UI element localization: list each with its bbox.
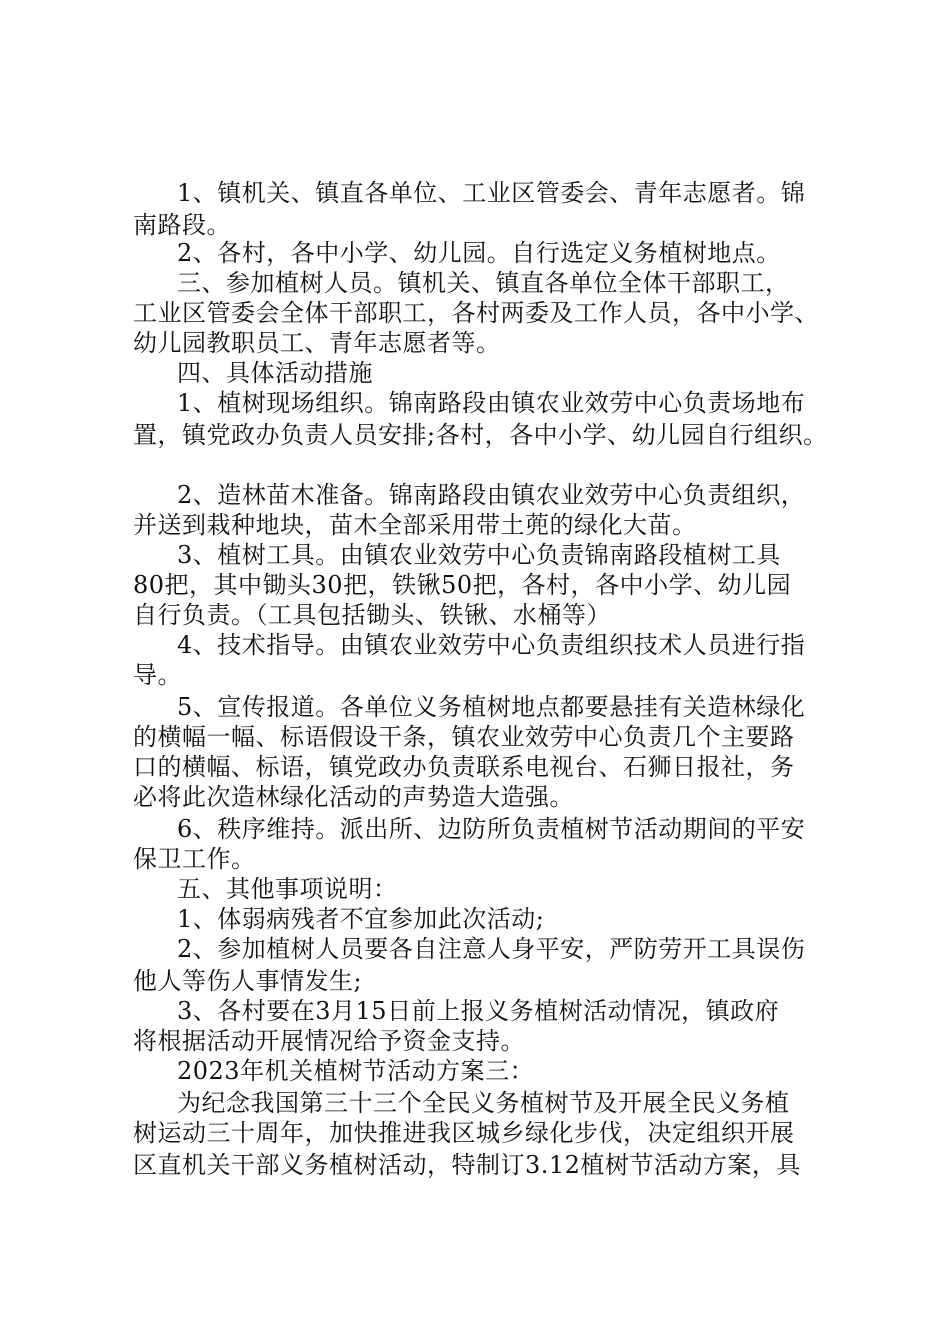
paragraph-line: 1、体弱病残者不宜参加此次活动; bbox=[177, 905, 545, 933]
paragraph-line: 的横幅一幅、标语假设干条，镇农业效劳中心负责几个主要路 bbox=[133, 723, 795, 751]
section-heading: 2023年机关植树节活动方案三： bbox=[177, 1057, 535, 1085]
paragraph-line: 自行负责。（工具包括锄头、铁锹、水桶等） bbox=[133, 601, 611, 629]
paragraph-line: 5、宣传报道。各单位义务植树地点都要悬挂有关造林绿化 bbox=[177, 693, 806, 721]
paragraph-line: 3、植树工具。由镇农业效劳中心负责锦南路段植树工具 bbox=[177, 541, 781, 569]
paragraph-line: 口的横幅、标语，镇党政办负责联系电视台、石狮日报社，务 bbox=[133, 753, 795, 781]
paragraph-line: 三、参加植树人员。镇机关、镇直各单位全体干部职工， bbox=[177, 269, 790, 297]
paragraph-line: 4、技术指导。由镇农业效劳中心负责组织技术人员进行指 bbox=[177, 631, 806, 659]
paragraph-line: 3、各村要在3月15日前上报义务植树活动情况，镇政府 bbox=[177, 997, 780, 1025]
paragraph-line: 工业区管委会全体干部职工，各村两委及工作人员，各中小学、 bbox=[133, 299, 819, 327]
paragraph-line: 2、参加植树人员要各自注意人身平安，严防劳开工具误伤 bbox=[177, 935, 806, 963]
paragraph-line: 导。 bbox=[133, 661, 182, 689]
paragraph-line: 6、秩序维持。派出所、边防所负责植树节活动期间的平安 bbox=[177, 815, 806, 843]
paragraph-line: 80把，其中锄头30把，铁锹50把，各村，各中小学、幼儿园 bbox=[133, 571, 792, 599]
paragraph-line: 1、植树现场组织。锦南路段由镇农业效劳中心负责场地布 bbox=[177, 389, 806, 417]
paragraph-line: 幼儿园教职员工、青年志愿者等。 bbox=[133, 329, 501, 357]
paragraph-line: 置，镇党政办负责人员安排;各村，各中小学、幼儿园自行组织。 bbox=[133, 421, 828, 449]
paragraph-line: 树运动三十周年，加快推进我区城乡绿化步伐，决定组织开展 bbox=[133, 1119, 795, 1147]
paragraph-line: 将根据活动开展情况给予资金支持。 bbox=[133, 1027, 525, 1055]
paragraph-line: 必将此次造林绿化活动的声势造大造强。 bbox=[133, 783, 574, 811]
paragraph-line: 区直机关干部义务植树活动，特制订3.12植树节活动方案，具 bbox=[133, 1151, 801, 1179]
paragraph-line: 1、镇机关、镇直各单位、工业区管委会、青年志愿者。锦 bbox=[177, 179, 806, 207]
paragraph-line: 为纪念我国第三十三个全民义务植树节及开展全民义务植 bbox=[177, 1089, 790, 1117]
section-heading: 五、其他事项说明： bbox=[177, 875, 398, 903]
paragraph-line: 他人等伤人事情发生; bbox=[133, 967, 363, 995]
paragraph-line: 2、造林苗木准备。锦南路段由镇农业效劳中心负责组织， bbox=[177, 481, 806, 509]
paragraph-line: 南路段。 bbox=[133, 211, 231, 239]
paragraph-line: 并送到栽种地块，苗木全部采用带土蔸的绿化大苗。 bbox=[133, 511, 697, 539]
paragraph-line: 2、各村，各中小学、幼儿园。自行选定义务植树地点。 bbox=[177, 239, 781, 267]
section-heading: 四、具体活动措施 bbox=[177, 359, 373, 387]
paragraph-line: 保卫工作。 bbox=[133, 845, 256, 873]
